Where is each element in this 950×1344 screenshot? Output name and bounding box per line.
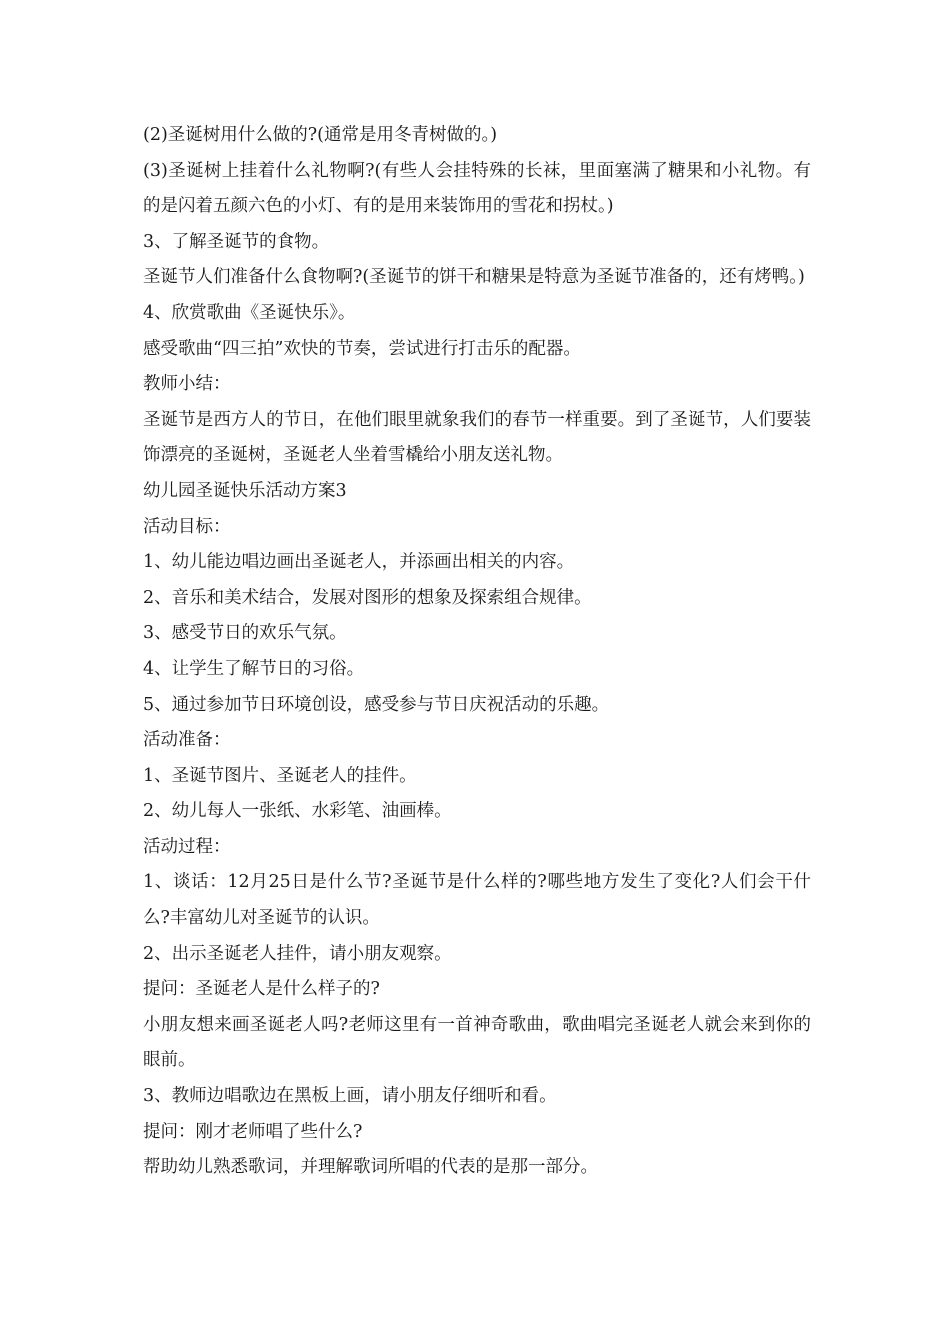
paragraph-song-rhythm: 感受歌曲“四三拍”欢快的节奏，尝试进行打击乐的配器。 [143,338,581,359]
preparation-item-1: 1、圣诞节图片、圣诞老人的挂件。 [143,765,417,786]
section-title-plan-3: 幼儿园圣诞快乐活动方案3 [143,480,347,501]
goal-item-5: 5、通过参加节日环境创设，感受参与节日庆祝活动的乐趣。 [143,694,610,715]
process-step-1: 1、谈话：12月25日是什么节?圣诞节是什么样的?哪些地方发生了变化?人们会干什么?丰富幼儿对圣诞节的认识。 [143,872,811,929]
paragraph-step-4-song: 4、欣赏歌曲《圣诞快乐》。 [143,302,356,323]
goal-item-2: 2、音乐和美术结合，发展对图形的想象及探索组合规律。 [143,587,592,608]
paragraph-christmas-food: 圣诞节人们准备什么食物啊?(圣诞节的饼干和糖果是特意为圣诞节准备的，还有烤鸭。) [143,267,805,288]
process-question-1: 提问：圣诞老人是什么样子的? [143,979,380,1000]
paragraph-christmas-tree-gifts: (3)圣诞树上挂着什么礼物啊?(有些人会挂特殊的长袜，里面塞满了糖果和小礼物。有的是闪着五颜六色的小灯、有的是用来装饰用的雪花和拐杖。) [143,160,811,217]
heading-activity-preparation: 活动准备： [143,730,231,751]
process-step-3: 3、教师边唱歌边在黑板上画，请小朋友仔细听和看。 [143,1086,557,1107]
process-step-2: 2、出示圣诞老人挂件，请小朋友观察。 [143,943,452,964]
heading-activity-goals: 活动目标： [143,516,231,537]
document-body [143,118,811,1186]
goal-item-3: 3、感受节日的欢乐气氛。 [143,623,347,644]
paragraph-christmas-tree-material: (2)圣诞树用什么做的?(通常是用冬青树做的。) [143,125,498,145]
heading-activity-process: 活动过程： [143,836,231,857]
process-lyrics-help: 帮助幼儿熟悉歌词，并理解歌词所唱的代表的是那一部分。 [143,1157,598,1178]
paragraph-step-3-food: 3、了解圣诞节的食物。 [143,231,330,252]
process-magic-song: 小朋友想来画圣诞老人吗?老师这里有一首神奇歌曲，歌曲唱完圣诞老人就会来到你的眼前。 [143,1014,811,1071]
preparation-item-2: 2、幼儿每人一张纸、水彩笔、油画棒。 [143,801,452,822]
goal-item-1: 1、幼儿能边唱边画出圣诞老人，并添画出相关的内容。 [143,552,575,573]
goal-item-4: 4、让学生了解节日的习俗。 [143,658,365,679]
paragraph-teacher-summary: 圣诞节是西方人的节日，在他们眼里就象我们的春节一样重要。到了圣诞节，人们要装饰漂亮的圣诞树，圣诞老人坐着雪橇给小朋友送礼物。 [143,409,811,466]
paragraph-teacher-summary-label: 教师小结： [143,374,231,395]
process-question-2: 提问：刚才老师唱了些什么? [143,1121,363,1142]
